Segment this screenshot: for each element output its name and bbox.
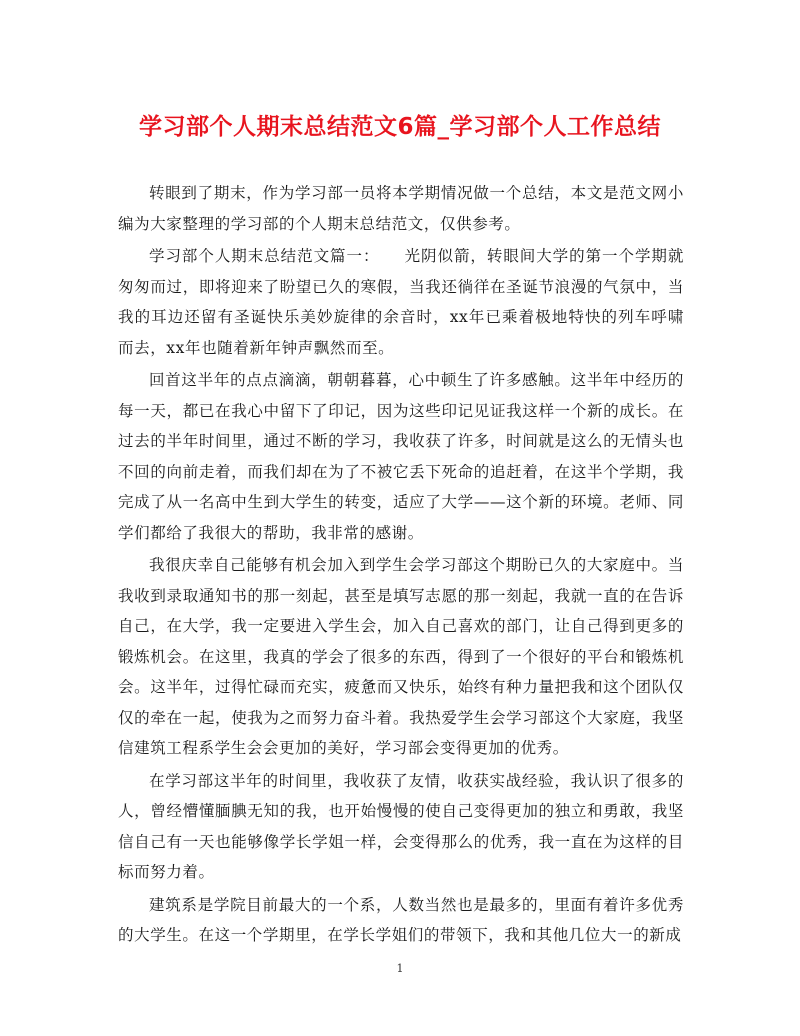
document-title: 学习部个人期末总结范文6篇_学习部个人工作总结 <box>138 114 661 140</box>
page-number: 1 <box>396 962 404 975</box>
paragraph-3: 我很庆幸自己能够有机会加入到学生会学习部这个期盼已久的大家庭中。当我收到录取通知书的那一刻起，甚至是填写志愿的那一刻起，我就一直的在告诉自己，在大学，我一定要进入学生会，加入自己喜欢的部门，让自己得到更多的锻炼机会。在这里，我真的学会了很多的东西，得到了一个很好的平台和锻炼机会。这半年，过得忙碌而充实，疲惫而又快乐，始终有种力量把我和这个团队仅仅的牵在一起，使我为之而努力奋斗着。我热爱学生会学习部这个大家庭，我坚信建筑工程系学生会会更加的美好，学习部会变得更加的优秀。 <box>118 556 684 757</box>
paragraph-1: 学习部个人期末总结范文篇一： 光阴似箭，转眼间大学的第一个学期就匆匆而过，即将迎来了盼望已久的寒假，当我还徜徉在圣诞节浪漫的气氛中，当我的耳边还留有圣诞快乐美妙旋律的余音时，xx年已乘着极地特快的列车呼啸而去，xx年也随着新年钟声飘然而至。 <box>118 247 684 357</box>
paragraph-intro: 转眼到了期末，作为学习部一员将本学期情况做一个总结，本文是范文网小编为大家整理的学习部的个人期末总结范文，仅供参考。 <box>118 184 684 233</box>
paragraph-4: 在学习部这半年的时间里，我收获了友情，收获实战经验，我认识了很多的人，曾经懵懂腼腆无知的我，也开始慢慢的使自己变得更加的独立和勇敢，我坚信自己有一天也能够像学长学姐一样，会变得那么的优秀，我一直在为这样的目标而努力着。 <box>118 771 684 881</box>
paragraph-2: 回首这半年的点点滴滴，朝朝暮暮，心中顿生了许多感触。这半年中经历的每一天，都已在我心中留下了印记，因为这些印记见证我这样一个新的成长。在过去的半年时间里，通过不断的学习，我收获了许多，时间就是这么的无情头也不回的向前走着，而我们却在为了不被它丢下死命的追赶着，在这半个学期，我完成了从一名高中生到大学生的转变，适应了大学——这个新的环境。老师、同学们都给了我很大的帮助，我非常的感谢。 <box>118 371 684 542</box>
document-body <box>118 178 684 953</box>
paragraph-5: 建筑系是学院目前最大的一个系，人数当然也是最多的，里面有着许多优秀的大学生。在这一个学期里，在学长学姐们的带领下，我和其他几位大一的新成 <box>118 895 684 944</box>
